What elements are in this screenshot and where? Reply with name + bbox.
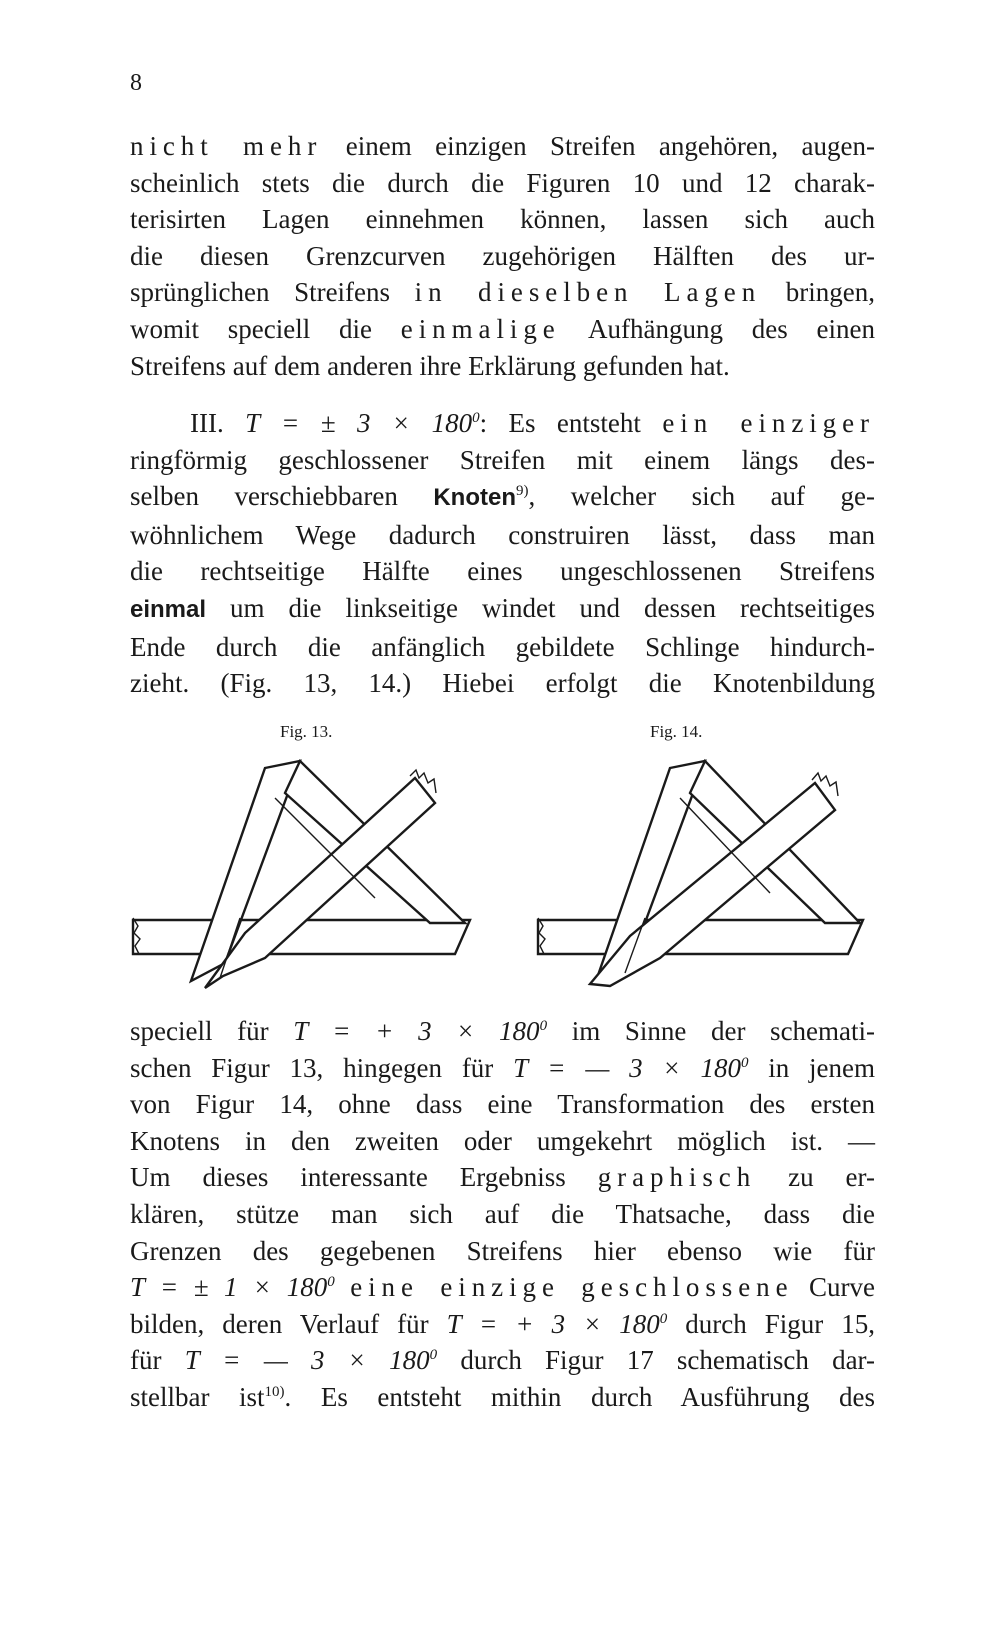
- text-line: von Figur 14, ohne dass eine Transformation des ersten: [130, 1089, 875, 1120]
- text-line: klären, stütze man sich auf die Thatsache, dass die: [130, 1198, 875, 1229]
- paragraph-1: [130, 128, 875, 384]
- paragraph-2: [130, 405, 875, 702]
- text-line: stellbar ist$^{10)}$. Es entsteht mithin durch Ausführung des: [130, 1381, 875, 1412]
- text-line: sprünglichen Streifens in dieselben Lagen bringen,: [130, 277, 875, 308]
- text-line: womit speciell die einmalige Aufhängung des einen: [130, 313, 875, 344]
- text-line: wöhnlichem Wege dadurch construiren lässt, dass man: [130, 519, 875, 550]
- figure-14-caption: Fig. 14.: [650, 722, 703, 741]
- text-line: die rechtseitige Hälfte eines ungeschlossenen Streifens: [130, 556, 875, 587]
- text-line: Ende durch die anfänglich gebildete Schlinge hindurch-: [130, 631, 875, 662]
- text-line: Grenzen des gegebenen Streifens hier ebenso wie für: [130, 1235, 875, 1266]
- text-line: speciell für T = + $3 \times 180^0$ im Sinne der schemati-: [130, 1016, 876, 1046]
- text-line: einmal um die linkseitige windet und dessen rechtseitiges: [130, 592, 875, 623]
- text-line: Streifens auf dem anderen ihre Erklärung gefunden hat.: [130, 350, 730, 381]
- text-line: ringförmig geschlossener Streifen mit einem längs des-: [130, 444, 875, 475]
- text-line: T = ± $1 \times 180^0$ eine einzige geschlossene Curve: [130, 1272, 876, 1303]
- text-line: scheinlich stets die durch die Figuren 10 und 12 charak-: [130, 167, 875, 198]
- text-line: bilden, deren Verlauf für T = + $3 \times 180^0$ durch Figur 15,: [130, 1308, 875, 1339]
- figure-13-caption: Fig. 13.: [280, 722, 333, 741]
- text-line: schen Figur 13, hingegen für T = — $3 \times 180^0$ in jenem: [130, 1052, 875, 1083]
- figure-13-knot-drawing: [125, 758, 485, 998]
- text-line: Knotens in den zweiten oder umgekehrt möglich ist. —: [130, 1125, 875, 1156]
- text-line: terisirten Lagen einnehmen können, lassen sich auch: [130, 204, 875, 235]
- text-line: zieht. (Fig. 13, 14.) Hiebei erfolgt die Knotenbildung: [130, 668, 875, 699]
- text-line: die diesen Grenzcurven zugehörigen Hälften des ur-: [130, 240, 875, 271]
- paragraph-3: [130, 1013, 875, 1416]
- text-line: III. T = ± $3 \times 180^0$: Es entsteht ein einziger: [190, 408, 875, 438]
- text-line: Um dieses interessante Ergebniss graphisch zu er-: [130, 1162, 875, 1193]
- page-number: 8: [130, 70, 142, 96]
- text-line: nicht mehr einem einzigen Streifen angehören, augen-: [130, 131, 875, 161]
- text-line: für T = — $3 \times 180^0$ durch Figur 17 schematisch dar-: [130, 1345, 876, 1376]
- text-line: selben verschiebbaren Knoten$^{9)}$, welcher sich auf ge-: [130, 481, 875, 512]
- figure-14-knot-drawing: [530, 758, 890, 998]
